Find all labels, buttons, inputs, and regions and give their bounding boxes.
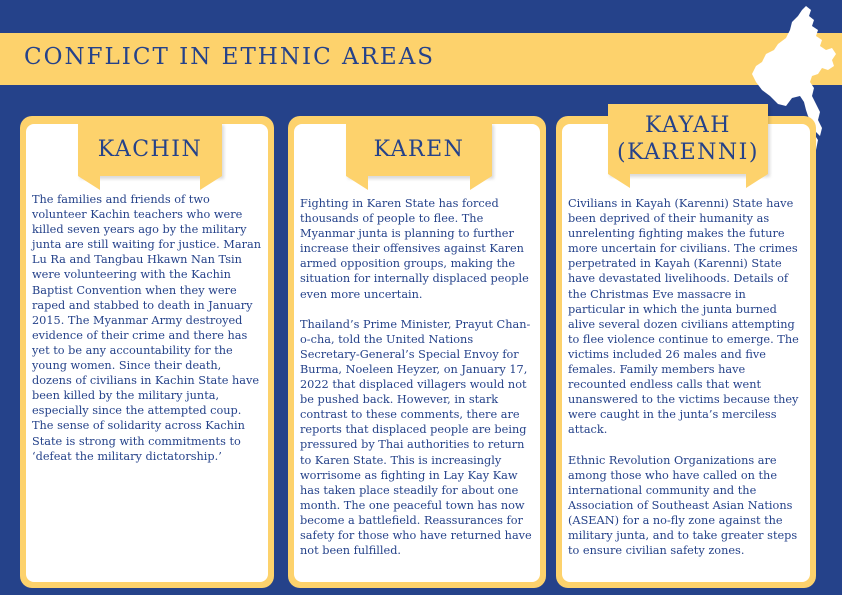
kayah-heading-tag xyxy=(608,104,768,174)
kachin-card xyxy=(20,116,274,588)
kayah-heading-line-2: (KARENNI) xyxy=(617,140,759,165)
karen-text xyxy=(300,196,536,573)
karen-heading: KAREN xyxy=(373,136,465,162)
kayah-paragraph-2: Ethnic Revolution Organizations are among those who have called on the international community and the Association of Southeast Asian Nations (ASEAN) for a no-fly zone against the military junta, and to take greater steps to ensure civilian safety zones. xyxy=(568,453,798,558)
kayah-paragraph-1: Civilians in Kayah (Karenni) State have been deprived of their humanity as unrelenting fighting makes the future more uncertain for civilians. The crimes perpetrated in Kayah (Karenni) State have devastated livelihoods. Details of the Christmas Eve massacre in particular in which the junta burned alive several dozen civilians attempting to flee violence continue to emerge. The victims included 26 males and five females. Family members have recounted endless calls that went unanswered to the victims because they were caught in the junta’s merciless attack. xyxy=(568,197,799,437)
karen-heading-tag xyxy=(346,122,492,176)
karen-paragraph-2: Thailand’s Prime Minister, Prayut Chan-o-cha, told the United Nations Secretary-General’s Special Envoy for Burma, Noeleen Heyzer, on January 17, 2022 that displaced villagers would not be pushed back. However, in stark contrast to these comments, there are reports that displaced people are being pressured by Thai authorities to return to Karen State. This is increasingly worrisome as fighting in Lay Kay Kaw has taken place steadily for about one month. The one peaceful town has now become a battlefield. Reassurances for safety for those who have returned have not been fulfilled. xyxy=(300,317,532,558)
page-title: CONFLICT IN ETHNIC AREAS xyxy=(24,44,436,70)
kachin-heading-tag xyxy=(78,122,222,176)
karen-paragraph-1: Fighting in Karen State has forced thousands of people to flee. The Myanmar junta is planning to further increase their offensives against Karen armed opposition groups, making the situation for internally displaced people even more uncertain. xyxy=(300,197,529,301)
kachin-heading: KACHIN xyxy=(97,136,203,162)
kayah-card xyxy=(556,113,816,588)
kachin-text xyxy=(32,192,264,479)
kachin-paragraph-1: The families and friends of two volunteer Kachin teachers who were killed seven years ago by the military junta are still waiting for justice. Maran Lu Ra and Tangbau Hkawn Nan Tsin were volunteering with the Kachin Baptist Convention when they were raped and stabbed to death in January 2015. The Myanmar Army destroyed evidence of their crime and there has yet to be any accountability for the young women. Since their death, dozens of civilians in Kachin State have been killed by the military junta, especially since the attempted coup. The sense of solidarity across Kachin State is strong with commitments to ‘defeat the military dictatorship.’ xyxy=(32,193,261,463)
karen-card xyxy=(288,116,546,588)
kayah-heading-line-1: KAYAH xyxy=(645,113,731,138)
kayah-text xyxy=(568,196,806,573)
